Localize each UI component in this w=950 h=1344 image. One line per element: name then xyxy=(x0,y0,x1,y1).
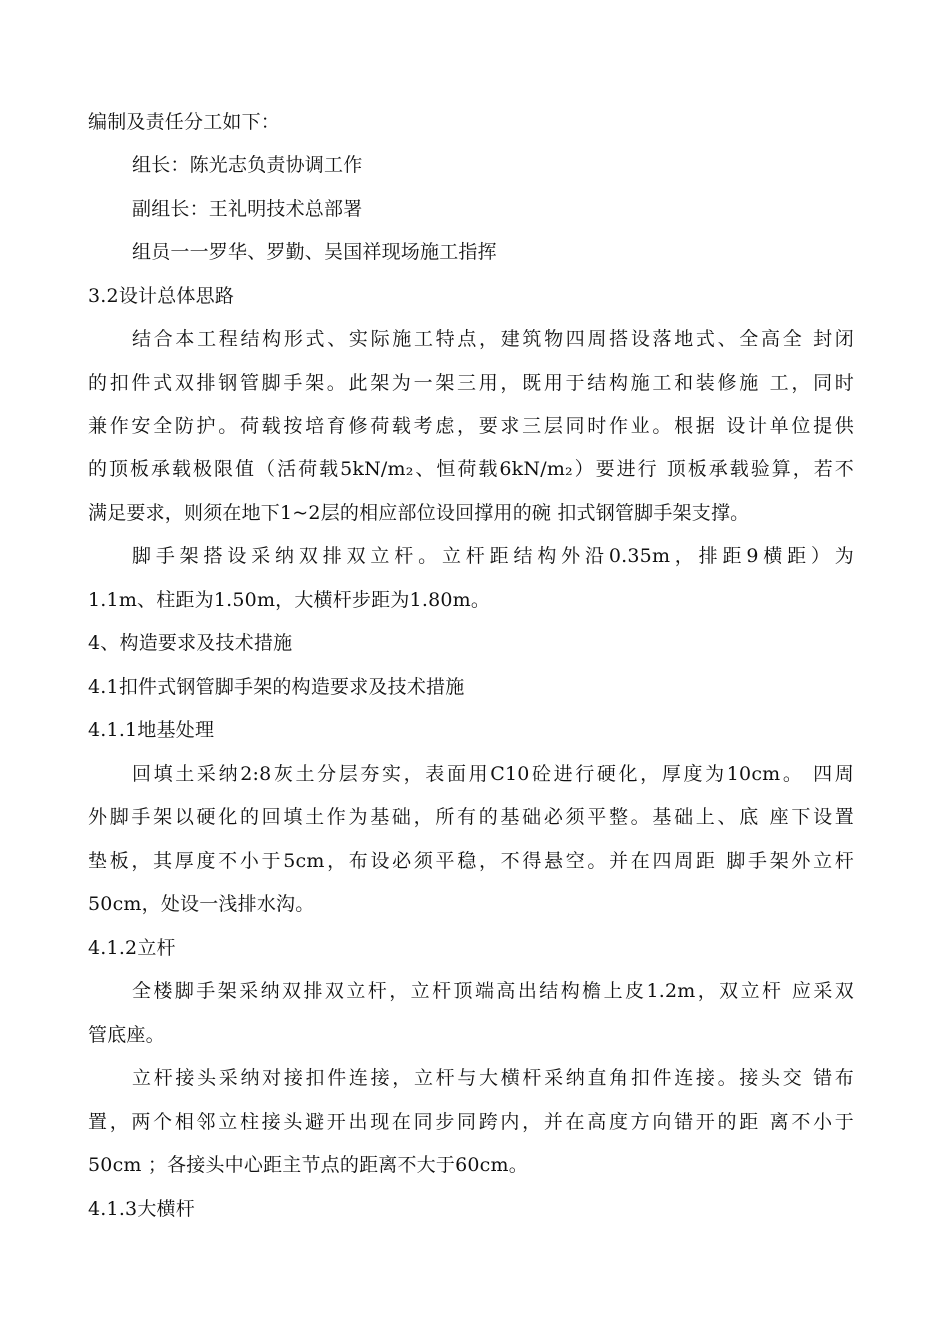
heading-4-1-1: 4.1.1地基处理 xyxy=(88,719,215,741)
paragraph-line: 50cm，处设一浅排水沟。 xyxy=(88,893,315,915)
paragraph-line: 1.1m、柱距为1.50m，大横杆步距为1.80m。 xyxy=(88,589,491,611)
heading-4-1-3: 4.1.3大横杆 xyxy=(88,1198,195,1220)
paragraph-line: 管底座。 xyxy=(88,1024,165,1046)
heading-4-1-2: 4.1.2立杆 xyxy=(88,937,176,959)
paragraph-line: 置，两个相邻立柱接头避开出现在同步同跨内，并在高度方向错开的距 离不小于 xyxy=(88,1111,854,1133)
text-line-deputy-leader: 副组长：王礼明技术总部署 xyxy=(132,198,363,220)
paragraph-line: 回填土采纳2:8灰土分层夯实，表面用C10砼进行硬化，厚度为10cm。 四周 xyxy=(132,763,854,785)
heading-4: 4、构造要求及技术措施 xyxy=(88,632,293,654)
heading-4-1: 4.1扣件式钢管脚手架的构造要求及技术措施 xyxy=(88,676,465,698)
heading-3-2: 3.2设计总体思路 xyxy=(88,285,235,307)
text-line-section-intro: 编制及责任分工如下： xyxy=(88,111,281,133)
paragraph-line: 立杆接头采纳对接扣件连接，立杆与大横杆采纳直角扣件连接。接头交 错布 xyxy=(132,1067,854,1089)
paragraph-line: 的顶板承载极限值（活荷载5kN/m₂、恒荷载6kN/m₂）要进行 顶板承载验算，若不 xyxy=(88,458,854,480)
paragraph-line: 满足要求，则须在地下1~2层的相应部位设回撑用的碗 扣式钢管脚手架支撑。 xyxy=(88,502,750,524)
paragraph-line: 全楼脚手架采纳双排双立杆，立杆顶端高出结构檐上皮1.2m，双立杆 应采双 xyxy=(132,980,854,1002)
paragraph-line: 结合本工程结构形式、实际施工特点，建筑物四周搭设落地式、全高全 封闭 xyxy=(132,328,854,350)
paragraph-line: 兼作安全防护。荷载按培育修荷载考虑，要求三层同时作业。根据 设计单位提供 xyxy=(88,415,854,437)
text-line-team-leader: 组长：陈光志负责协调工作 xyxy=(132,154,363,176)
paragraph-line: 的扣件式双排钢管脚手架。此架为一架三用，既用于结构施工和装修施 工，同时 xyxy=(88,372,854,394)
paragraph-line: 垫板，其厚度不小于5cm，布设必须平稳，不得悬空。并在四周距 脚手架外立杆 xyxy=(88,850,854,872)
paragraph-line: 50cm ；各接头中心距主节点的距离不大于60cm。 xyxy=(88,1154,528,1176)
paragraph-line: 脚手架搭设采纳双排双立杆。立杆距结构外沿0.35m，排距9横距）为 xyxy=(132,545,854,567)
text-line-team-members: 组员一一罗华、罗勤、吴国祥现场施工指挥 xyxy=(132,241,497,263)
paragraph-line: 外脚手架以硬化的回填土作为基础，所有的基础必须平整。基础上、底 座下设置 xyxy=(88,806,854,828)
